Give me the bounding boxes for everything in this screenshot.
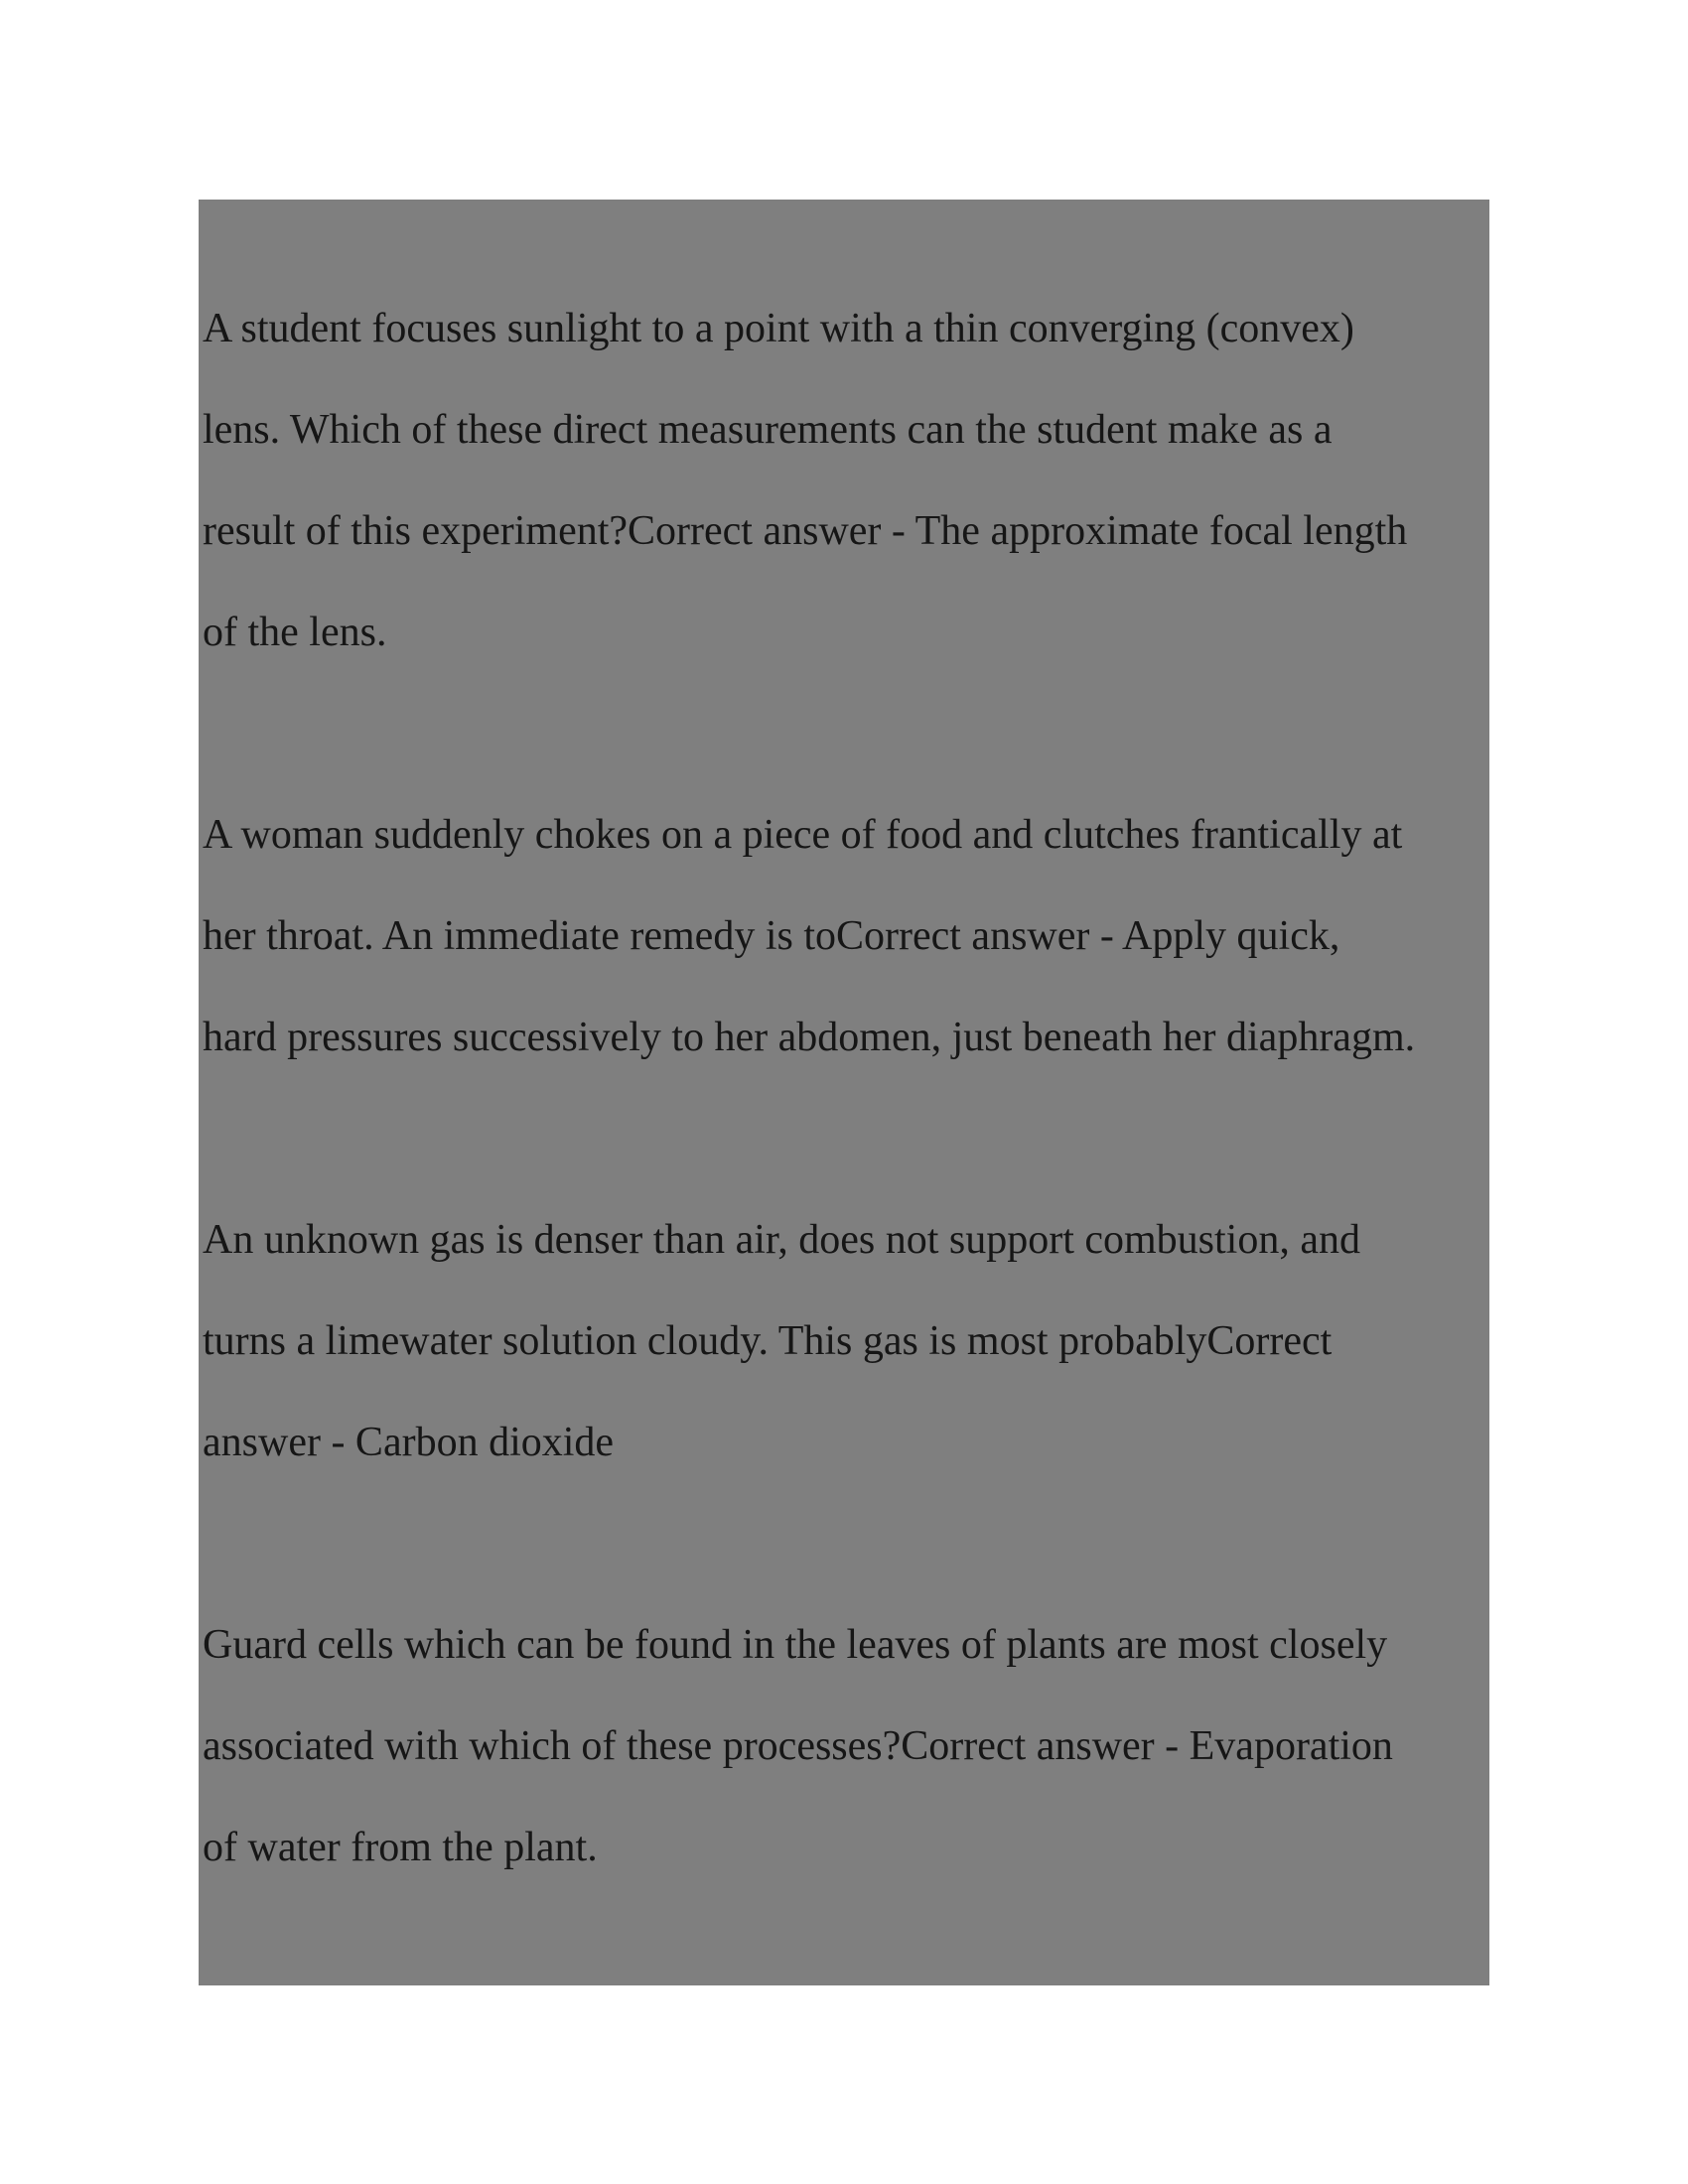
paragraph [203,1594,1483,1898]
paragraph [203,1189,1483,1493]
text-line: her throat. An immediate remedy is toCorrect answer - Apply quick, [203,913,1340,959]
text-line: result of this experiment?Correct answer - The approximate focal length [203,508,1408,554]
text-line: of water from the plant. [203,1825,598,1870]
text-line: of the lens. [203,610,387,655]
paragraph [203,784,1483,1088]
text-line: associated with which of these processes?Correct answer - Evaporation [203,1723,1393,1769]
text-line: answer - Carbon dioxide [203,1420,615,1465]
text-line: A student focuses sunlight to a point with a thin converging (convex) [203,306,1354,351]
text-line: A woman suddenly chokes on a piece of food and clutches frantically at [203,812,1403,858]
text-panel [199,200,1489,1985]
text-line: lens. Which of these direct measurements can the student make as a [203,407,1333,453]
text-line: hard pressures successively to her abdomen, just beneath her diaphragm. [203,1015,1416,1060]
text-line: turns a limewater solution cloudy. This gas is most probablyCorrect [203,1318,1333,1364]
text-line: Guard cells which can be found in the leaves of plants are most closely [203,1622,1388,1668]
paragraph [203,278,1483,683]
text-line: An unknown gas is denser than air, does not support combustion, and [203,1217,1360,1263]
